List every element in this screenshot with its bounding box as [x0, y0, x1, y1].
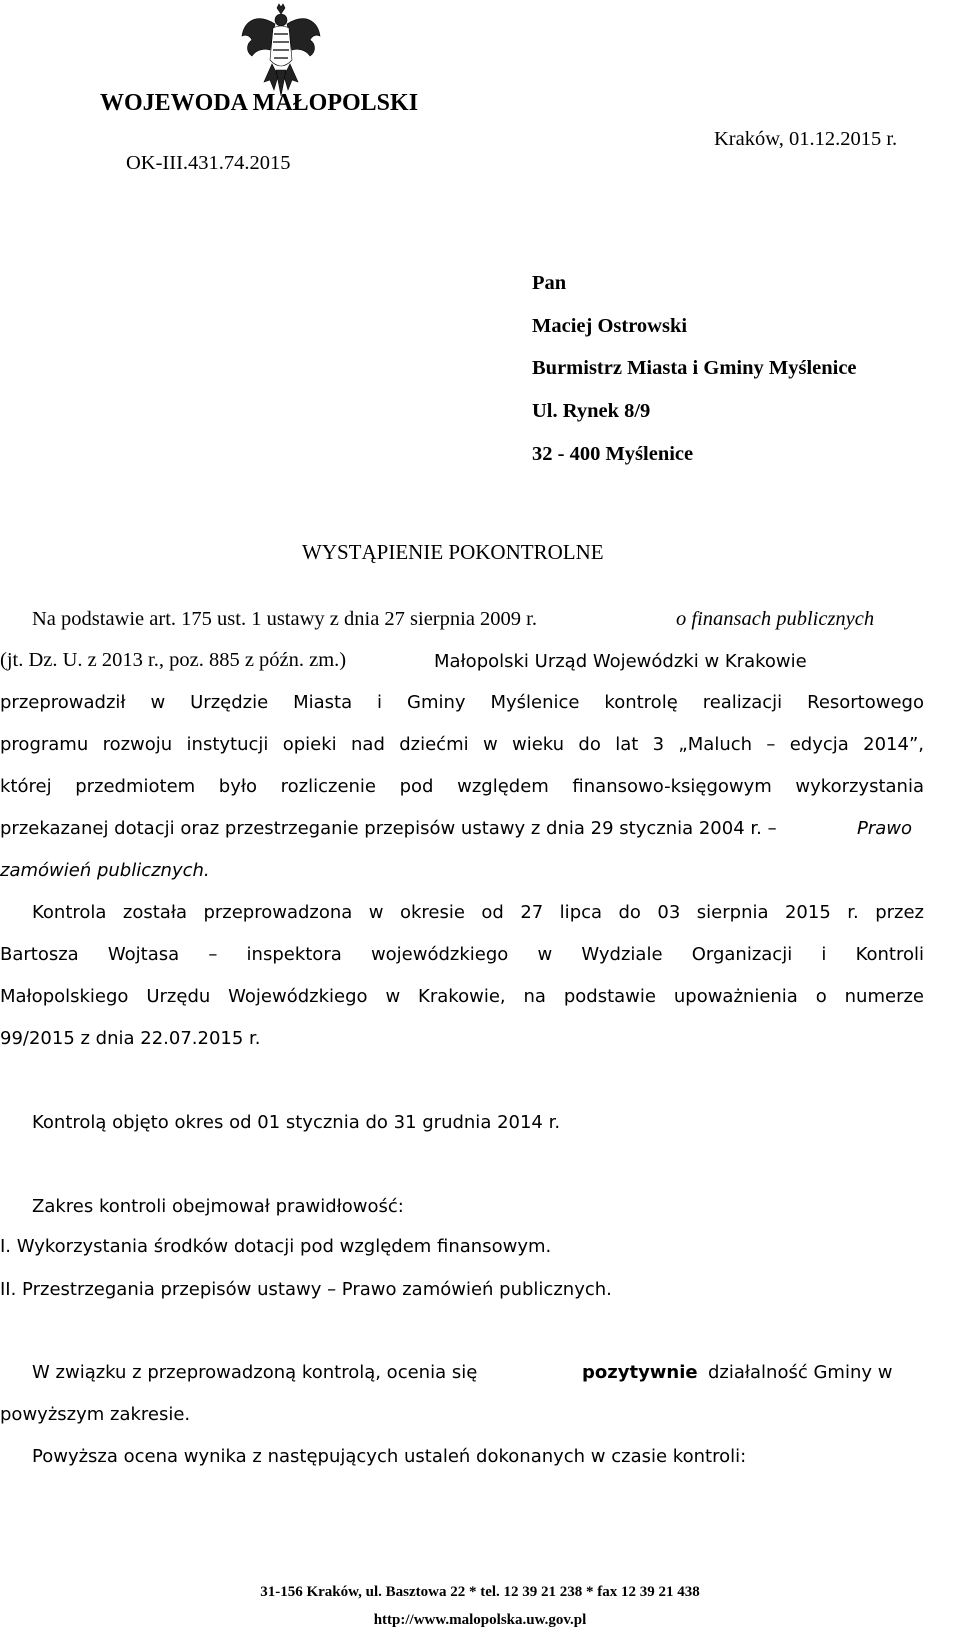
- scope-intro: Zakres kontroli obejmował prawidłowość:: [32, 1196, 404, 1217]
- case-signature: OK-III.431.74.2015: [126, 152, 291, 174]
- para1-line-3: przeprowadził w Urzędzie Miasta i Gminy Myślenice kontrolę realizacji Resortowego: [0, 692, 924, 713]
- scope-item-2: II. Przestrzegania przepisów ustawy – Prawo zamówień publicznych.: [0, 1279, 612, 1300]
- issuer-name: WOJEWODA MAŁOPOLSKI: [100, 90, 419, 116]
- para1-line-4: programu rozwoju instytucji opieki nad dziećmi w wieku do lat 3 „Maluch – edycja 2014”,: [0, 734, 924, 755]
- para1-line-7: zamówień publicznych.: [0, 860, 210, 881]
- assessment-positive: pozytywnie: [582, 1362, 698, 1383]
- place-and-date: Kraków, 01.12.2015 r.: [714, 128, 898, 150]
- para2-line-1: Kontrola została przeprowadzona w okresie od 27 lipca do 03 sierpnia 2015 r. przez: [32, 902, 924, 923]
- para2-line-3: Małopolskiego Urzędu Wojewódzkiego w Krakowie, na podstawie upoważnienia o numerze: [0, 986, 924, 1007]
- assessment-line-2: powyższym zakresie.: [0, 1404, 191, 1425]
- para1-line-6b: Prawo: [857, 818, 913, 839]
- assessment-line-1c: działalność Gminy w: [708, 1362, 893, 1383]
- recipient-line: Pan: [532, 272, 567, 294]
- recipient-line: Ul. Rynek 8/9: [532, 400, 651, 422]
- basis-statement: Powyższa ocena wynika z następujących ustaleń dokonanych w czasie kontroli:: [32, 1446, 747, 1467]
- para1-line-5: której przedmiotem było rozliczenie pod względem finansowo-księgowym wykorzystania: [0, 776, 924, 797]
- para1-line-6a: przekazanej dotacji oraz przestrzeganie przepisów ustawy z dnia 29 stycznia 2004 r. –: [0, 818, 777, 839]
- document-title: WYSTĄPIENIE POKONTROLNE: [302, 540, 604, 564]
- recipient-line: Burmistrz Miasta i Gminy Myślenice: [532, 357, 857, 379]
- scope-item-1: I. Wykorzystania środków dotacji pod względem finansowym.: [0, 1236, 552, 1257]
- recipient-line: Maciej Ostrowski: [532, 315, 688, 337]
- footer-address: 31-156 Kraków, ul. Basztowa 22 * tel. 12 39 21 238 * fax 12 39 21 438: [260, 1584, 700, 1600]
- para2-line-4: 99/2015 z dnia 22.07.2015 r.: [0, 1028, 261, 1049]
- eagle-emblem-icon: [236, 0, 326, 100]
- para1-line-1a: Na podstawie art. 175 ust. 1 ustawy z dnia 27 sierpnia 2009 r.: [32, 608, 538, 630]
- footer-url[interactable]: http://www.malopolska.uw.gov.pl: [373, 1612, 587, 1628]
- control-period: Kontrolą objęto okres od 01 stycznia do 31 grudnia 2014 r.: [32, 1112, 561, 1133]
- recipient-line: 32 - 400 Myślenice: [532, 443, 694, 465]
- para1-line-1b: o finansach publicznych: [676, 608, 875, 630]
- assessment-line-1a: W związku z przeprowadzoną kontrolą, ocenia się: [32, 1362, 478, 1383]
- para1-line-2b: Małopolski Urząd Wojewódzki w Krakowie: [434, 651, 807, 672]
- para1-line-2a: (jt. Dz. U. z 2013 r., poz. 885 z późn. zm.): [0, 649, 347, 671]
- para2-line-2: Bartosza Wojtasa – inspektora wojewódzkiego w Wydziale Organizacji i Kontroli: [0, 944, 924, 965]
